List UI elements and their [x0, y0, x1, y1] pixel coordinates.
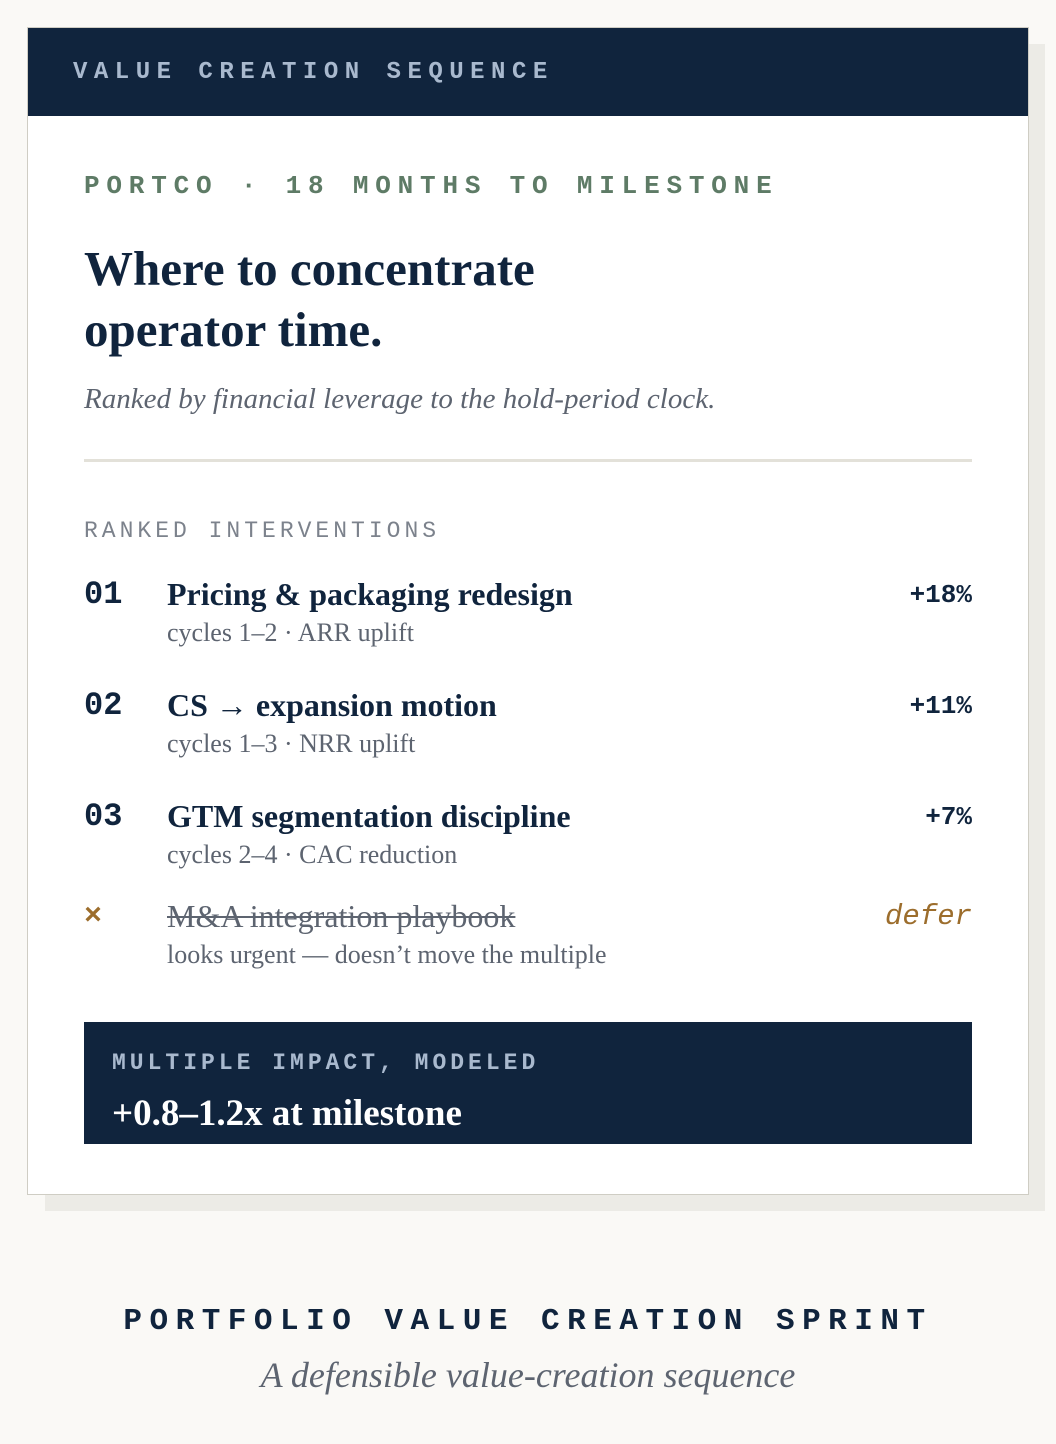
- item-title: GTM segmentation discipline: [167, 798, 571, 834]
- footer-title: PORTFOLIO VALUE CREATION SPRINT: [123, 1304, 933, 1339]
- item-rank: 01: [84, 576, 123, 613]
- card-header-title: VALUE CREATION SEQUENCE: [73, 58, 554, 86]
- card-header: [28, 28, 1028, 116]
- intervention-item: [84, 576, 972, 656]
- impact-label: MULTIPLE IMPACT, MODELED: [112, 1050, 540, 1076]
- intervention-item: [84, 687, 972, 767]
- deferred-item: [84, 898, 972, 978]
- ranked-interventions-label: RANKED INTERVENTIONS: [84, 518, 441, 544]
- value-creation-card: [27, 27, 1029, 1195]
- item-rank: 02: [84, 687, 123, 724]
- item-meta: cycles 1–3 · NRR uplift: [167, 729, 416, 758]
- item-value: +11%: [909, 691, 972, 721]
- item-title: CS → expansion motion: [167, 687, 497, 723]
- subtitle: Ranked by financial leverage to the hold-period clock.: [84, 383, 716, 415]
- deferred-item-meta: looks urgent — doesn’t move the multiple: [167, 940, 607, 969]
- item-meta: cycles 1–2 · ARR uplift: [167, 618, 414, 647]
- multiple-impact-box: [84, 1022, 972, 1144]
- headline-line-2: operator time.: [84, 302, 383, 357]
- defer-label: defer: [884, 900, 972, 933]
- close-icon: ×: [84, 900, 103, 934]
- divider: [84, 459, 972, 462]
- footer-subtitle: A defensible value-creation sequence: [260, 1355, 796, 1395]
- deferred-item-title: M&A integration playbook: [167, 898, 516, 934]
- eyebrow-label: PORTCO · 18 MONTHS TO MILESTONE: [84, 171, 779, 201]
- item-value: +7%: [925, 802, 972, 832]
- item-title: Pricing & packaging redesign: [167, 576, 573, 612]
- headline-line-1: Where to concentrate: [84, 241, 535, 296]
- item-meta: cycles 2–4 · CAC reduction: [167, 840, 458, 869]
- item-rank: 03: [84, 798, 123, 835]
- item-value: +18%: [909, 580, 972, 610]
- impact-value: +0.8–1.2x at milestone: [112, 1093, 462, 1134]
- intervention-item: [84, 798, 972, 878]
- headline: [84, 238, 784, 360]
